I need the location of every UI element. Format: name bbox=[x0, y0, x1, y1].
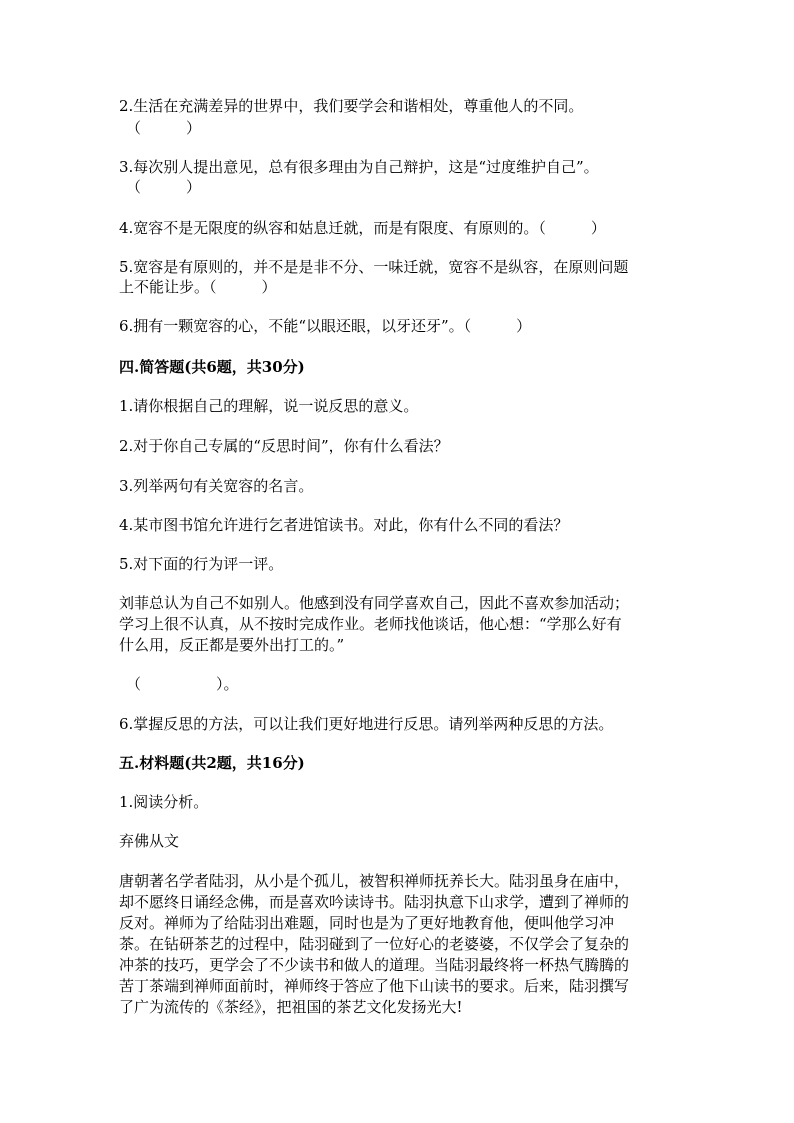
judgement-question-4: 4.宽容不是无限度的纵容和姑息迁就，而是有限度、有原则的。（ ） bbox=[119, 219, 606, 237]
section-4-title: 四.简答题(共6题，共30分) bbox=[119, 358, 305, 376]
material-question-1: 1.阅读分析。 bbox=[119, 793, 209, 811]
short-answer-question-2: 2.对于你自己专属的“反思时间”，你有什么看法？ bbox=[119, 437, 449, 455]
article-line-2: 却不愿终日诵经念佛，而是喜欢吟读诗书。陆羽执意下山求学，遭到了禅师的 bbox=[119, 893, 630, 911]
judgement-question-3-answer-blank[interactable]: （ ） bbox=[126, 178, 202, 196]
judgement-question-3: 3.每次别人提出意见，总有很多理由为自己辩护，这是“过度维护自己”。 bbox=[119, 158, 599, 176]
section-5-title: 五.材料题(共2题，共16分) bbox=[119, 754, 305, 772]
article-title: 弃佛从文 bbox=[119, 832, 180, 850]
judgement-question-6: 6.拥有一颗宽容的心，不能“以眼还眼，以牙还牙”。（ ） bbox=[119, 317, 532, 335]
short-answer-question-5: 5.对下面的行为评一评。 bbox=[119, 555, 284, 573]
article-line-4: 茶。在钻研茶艺的过程中，陆羽碰到了一位好心的老婆婆，不仅学会了复杂的 bbox=[119, 935, 630, 953]
judgement-question-5-line-2: 上不能让步。（ ） bbox=[119, 278, 277, 296]
story-line-1: 刘菲总认为自己不如别人。他感到没有同学喜欢自己，因此不喜欢参加活动； bbox=[119, 594, 630, 612]
short-answer-question-3: 3.列举两句有关宽容的名言。 bbox=[119, 477, 314, 495]
article-line-5: 冲茶的技巧，更学会了不少读书和做人的道理。当陆羽最终将一杯热气腾腾的 bbox=[119, 956, 630, 974]
article-line-6: 苦丁茶端到禅师面前时，禅师终于答应了他下山读书的要求。后来，陆羽撰写 bbox=[119, 977, 630, 995]
judgement-question-2: 2.生活在充满差异的世界中，我们要学会和谐相处，尊重他人的不同。 bbox=[119, 97, 584, 115]
article-line-3: 反对。禅师为了给陆羽出难题，同时也是为了更好地教育他，便叫他学习冲 bbox=[119, 914, 615, 932]
short-answer-question-6: 6.掌握反思的方法，可以让我们更好地进行反思。请列举两种反思的方法。 bbox=[119, 715, 614, 733]
article-line-1: 唐朝著名学者陆羽，从小是个孤儿，被智积禅师抚养长大。陆羽虽身在庙中， bbox=[119, 872, 630, 890]
short-answer-question-1: 1.请你根据自己的理解，说一说反思的意义。 bbox=[119, 397, 419, 415]
short-answer-question-5-answer-blank[interactable]: （ ）。 bbox=[126, 675, 239, 693]
article-line-7: 了广为流传的《茶经》，把祖国的茶艺文化发扬光大! bbox=[119, 998, 463, 1016]
story-line-3: 什么用，反正都是要外出打工的。” bbox=[119, 636, 345, 654]
short-answer-question-4: 4.某市图书馆允许进行乞者进馆读书。对此，你有什么不同的看法？ bbox=[119, 516, 569, 534]
story-line-2: 学习上很不认真，从不按时完成作业。老师找他谈话，他心想：“学那么好有 bbox=[119, 615, 622, 633]
judgement-question-2-answer-blank[interactable]: （ ） bbox=[126, 119, 202, 137]
judgement-question-5-line-1: 5.宽容是有原则的，并不是是非不分、一味迁就，宽容不是纵容，在原则问题 bbox=[119, 258, 629, 276]
